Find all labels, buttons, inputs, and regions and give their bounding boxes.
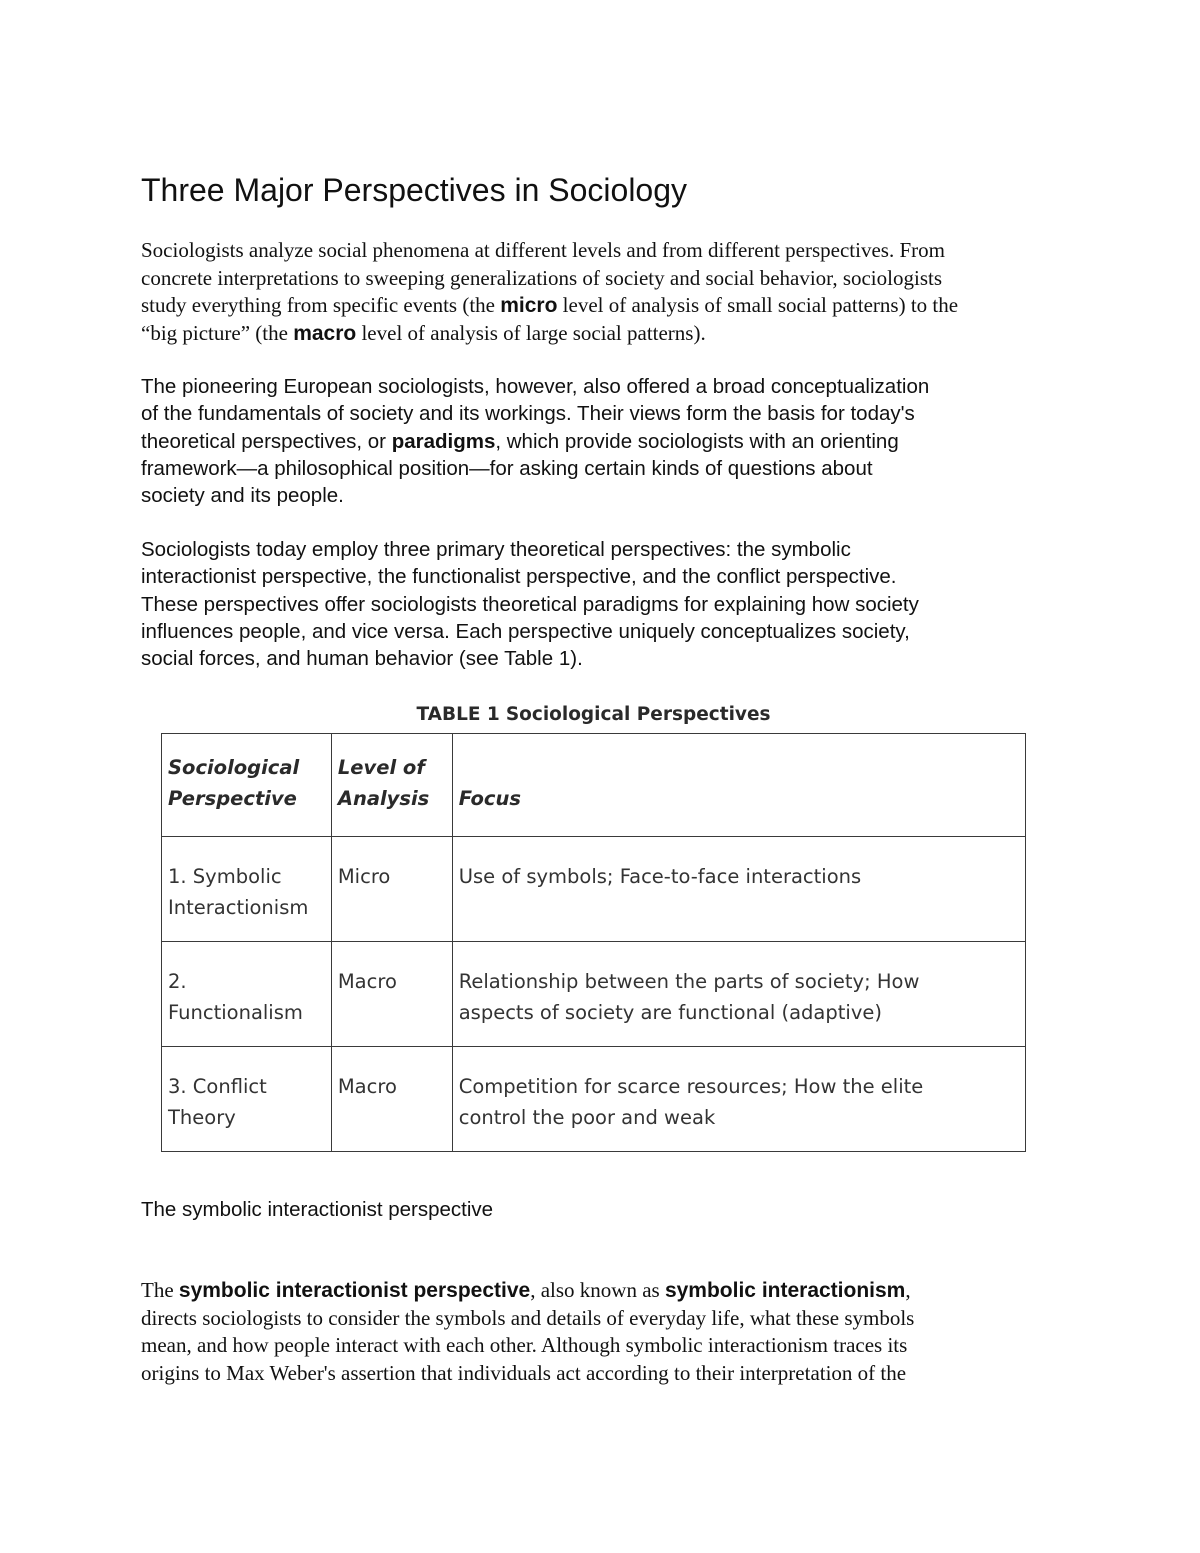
text-fragment: The <box>141 1278 179 1302</box>
table-row <box>162 1047 1026 1152</box>
text-line <box>141 1277 1066 1305</box>
cell-text: Functionalism <box>168 1001 303 1024</box>
text-line <box>141 320 1066 348</box>
section-subheading: The symbolic interactionist perspective <box>141 1198 494 1221</box>
intro-paragraph <box>141 237 1066 347</box>
text-fragment: theoretical perspectives, or <box>141 429 392 453</box>
cell-text: Interactionism <box>168 896 309 919</box>
text-fragment: , also known as <box>530 1278 665 1302</box>
text-fragment: study everything from specific events (the <box>141 293 501 317</box>
cell-level: Macro <box>331 942 452 1047</box>
cell-level: Macro <box>331 1047 452 1152</box>
text-fragment: level of analysis of large social patterns). <box>356 320 706 345</box>
header-perspective <box>162 734 332 837</box>
text-line: These perspectives offer sociologists theoretical paradigms for explaining how society <box>141 592 919 616</box>
text-line: origins to Max Weber's assertion that individuals act according to their interpretation of the <box>141 1360 907 1385</box>
text-line: Sociologists today employ three primary theoretical perspectives: the symbolic <box>141 538 851 561</box>
text-fragment: , <box>905 1278 911 1302</box>
header-text: Perspective <box>168 787 297 810</box>
header-text: Focus <box>458 787 521 810</box>
text-line <box>141 292 1066 320</box>
text-line: Sociologists analyze social phenomena at different levels and from different perspectives. From <box>141 238 945 262</box>
symbolic-interactionism-paragraph <box>141 1277 1066 1387</box>
text-line: influences people, and vice versa. Each perspective uniquely conceptualizes society, <box>141 619 910 643</box>
table-row <box>162 837 1026 942</box>
cell-level: Micro <box>331 837 452 942</box>
keyword-symbolic-interactionist-perspective: symbolic interactionist perspective <box>178 1279 531 1302</box>
text-fragment: level of analysis of small social patterns) to the <box>557 293 959 317</box>
perspectives-table <box>161 733 1026 1152</box>
cell-text: Relationship between the parts of society; How <box>458 970 920 993</box>
text-line: directs sociologists to consider the symbols and details of everyday life, what these symbols <box>141 1305 915 1330</box>
text-fragment: “big picture” (the <box>141 320 294 345</box>
header-focus <box>452 734 1025 837</box>
text-line: interactionist perspective, the functionalist perspective, and the conflict perspective. <box>141 565 897 589</box>
cell-perspective <box>162 942 332 1047</box>
table-header-row <box>162 734 1026 837</box>
table-caption-title: Sociological Perspectives <box>505 704 771 725</box>
keyword-paradigms: paradigms <box>391 429 496 453</box>
table-caption <box>161 704 1026 725</box>
paradigms-paragraph <box>141 373 1066 509</box>
table-caption-label: TABLE 1 <box>416 704 500 725</box>
text-line: The pioneering European sociologists, however, also offered a broad conceptualization <box>141 375 930 398</box>
cell-text: aspects of society are functional (adaptive) <box>458 1001 882 1024</box>
cell-text: 2. <box>168 970 187 993</box>
table-row <box>162 942 1026 1047</box>
text-line: concrete interpretations to sweeping generalizations of society and social behavior, sociologists <box>141 265 942 290</box>
text-fragment: , which provide sociologists with an orienting <box>495 429 899 453</box>
cell-focus <box>452 837 1025 942</box>
cell-text: Theory <box>168 1106 236 1129</box>
text-line: mean, and how people interact with each other. Although symbolic interactionism traces its <box>141 1333 908 1357</box>
keyword-macro: macro <box>293 321 357 345</box>
cell-text: Competition for scarce resources; How the elite <box>458 1075 924 1098</box>
cell-text: 1. Symbolic <box>168 865 282 888</box>
text-line: social forces, and human behavior (see Table 1). <box>141 647 583 671</box>
keyword-symbolic-interactionism: symbolic interactionism <box>664 1279 906 1302</box>
text-line: society and its people. <box>141 484 344 508</box>
cell-focus <box>452 942 1025 1047</box>
cell-text: Use of symbols; Face-to-face interactions <box>458 865 862 888</box>
header-text: Sociological <box>168 756 300 779</box>
page-title: Three Major Perspectives in Sociology <box>141 172 688 208</box>
text-line <box>141 428 1066 455</box>
three-perspectives-paragraph <box>141 536 1066 672</box>
cell-text: 3. Conflict <box>168 1075 267 1098</box>
text-line: framework—a philosophical position—for asking certain kinds of questions about <box>141 456 873 480</box>
cell-perspective <box>162 837 332 942</box>
cell-focus <box>452 1047 1025 1152</box>
text-line: of the fundamentals of society and its workings. Their views form the basis for today's <box>141 402 915 426</box>
cell-text: control the poor and weak <box>458 1106 716 1129</box>
cell-perspective <box>162 1047 332 1152</box>
header-text: Analysis <box>337 787 430 810</box>
header-text: Level of <box>337 756 425 779</box>
header-level <box>331 734 452 837</box>
keyword-micro: micro <box>500 294 558 317</box>
